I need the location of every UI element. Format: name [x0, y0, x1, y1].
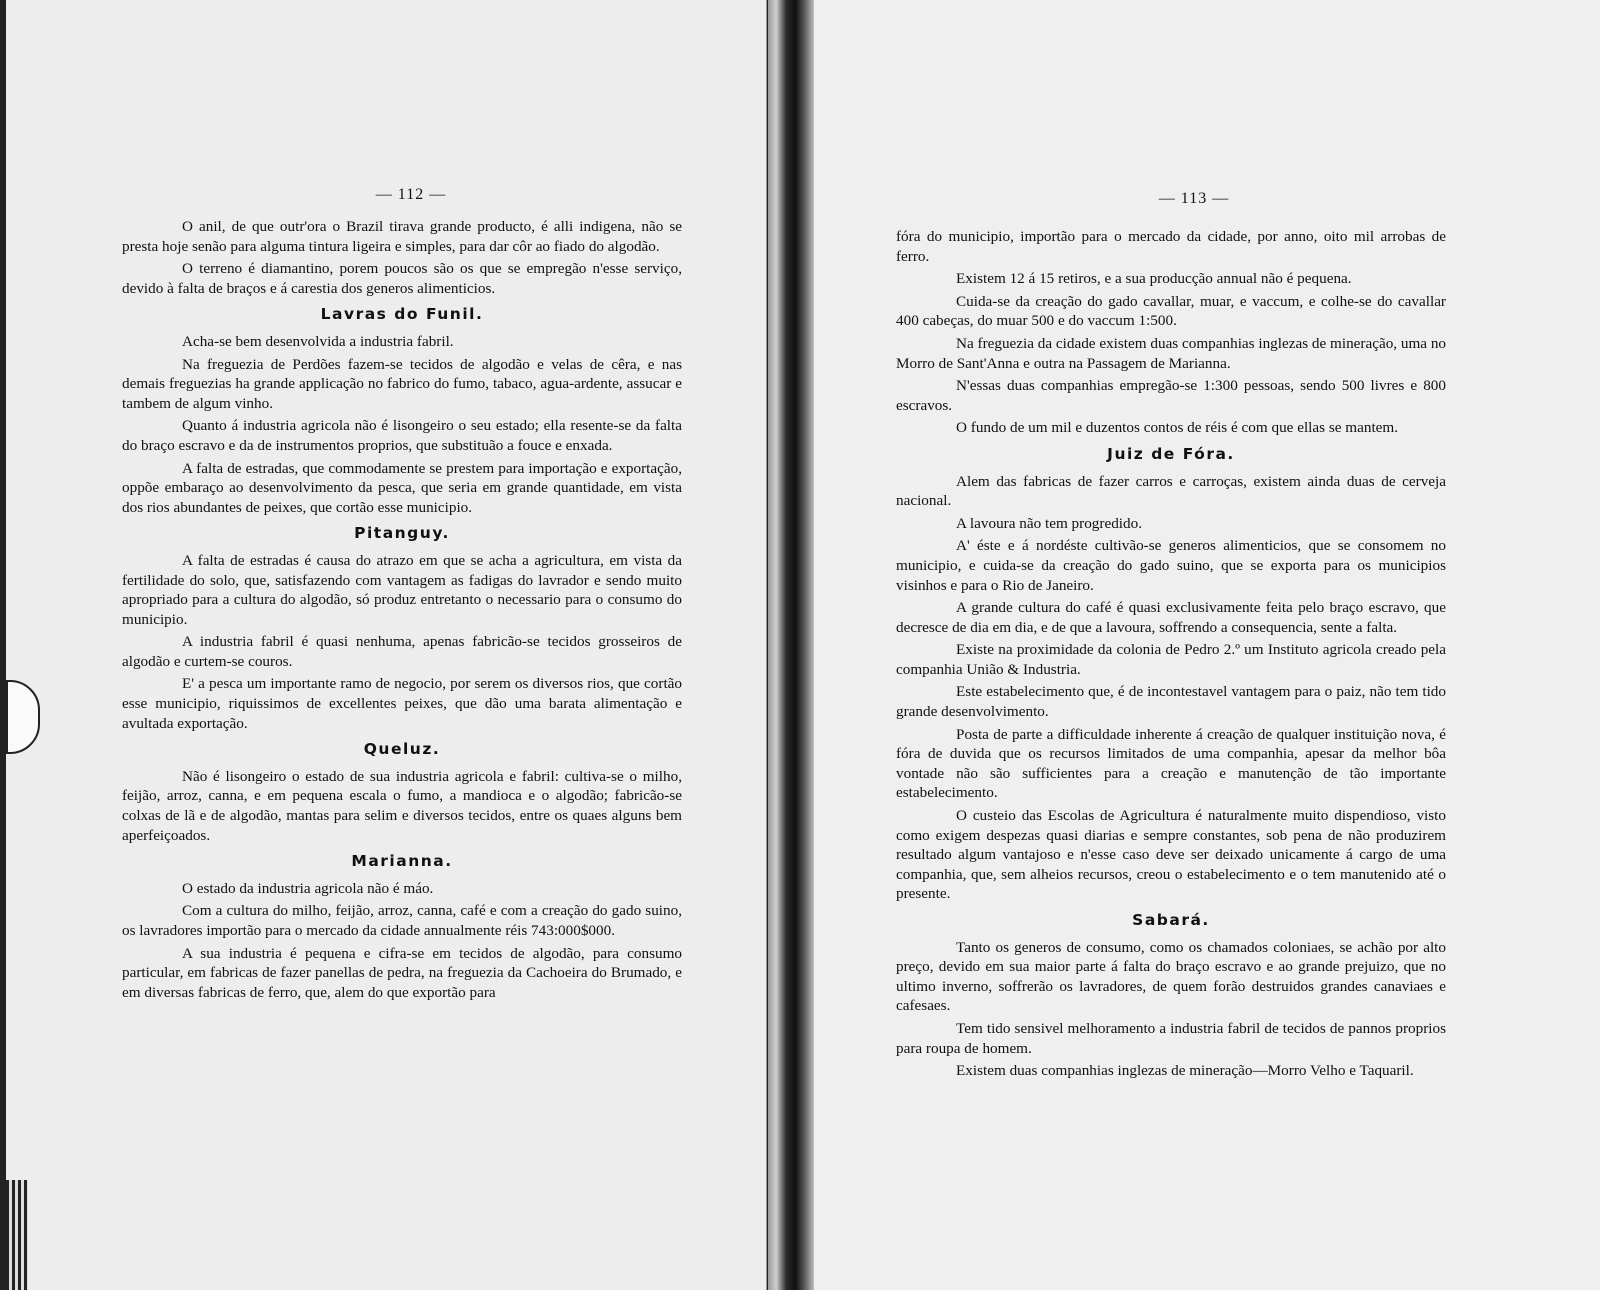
paragraph: A industria fabril é quasi nenhuma, apenas fabricão-se tecidos grosseiros de algodão e curtem-se couros.: [122, 633, 682, 670]
paragraph: O custeio das Escolas de Agricultura é naturalmente muito dispendioso, visto como exigem despezas quasi diarias e sempre constantes, sob pena de não produzirem resultado algum vantajoso e n'esse caso deve ser deixado unicamente á cargo de uma companhia, que, sem alheios recursos, creou o estabelecimento e o tem manutenido até o presente.: [896, 807, 1446, 903]
paragraph: E' a pesca um importante ramo de negocio, por serem os diversos rios, que cortão esse municipio, riquissimos de excellentes peixes, que dão uma barata alimentação e avultada exportação.: [122, 675, 682, 732]
paragraph: Não é lisongeiro o estado de sua industria agricola e fabril: cultiva-se o milho, feijão, arroz, canna, e em pequena escala o fumo, a mandioca e o algodão; fabricão-se colxas de lã e de algodão, mantas para selim e diversos tecidos, entre os quaes alguns bem aperfeiçoados.: [122, 767, 682, 844]
left-page: [6, 0, 767, 1290]
section-heading: Queluz.: [363, 740, 441, 759]
section-heading: Lavras do Funil.: [320, 305, 484, 324]
paragraph: A' éste e á nordéste cultivão-se generos alimenticios, que se consomem no municipio, e cuida-se da creação do gado suino, que se exporta para os municipios visinhos e para o Rio de Janeiro.: [896, 537, 1446, 594]
paragraph: Quanto á industria agricola não é lisongeiro o seu estado; ella resente-se da falta do braço escravo e da de instrumentos proprios, que substituão a fouce e enxada.: [122, 417, 682, 454]
paragraph: Existem 12 á 15 retiros, e a sua producção annual não é pequena.: [956, 270, 1352, 288]
section-heading: Marianna.: [351, 852, 453, 871]
paragraph: A falta de estradas é causa do atrazo em que se acha a agricultura, em vista da fertilidade do solo, que, satisfazendo com vantagem as fadigas do lavrador e sendo muito apropriado para a cultura do algodão, só produz entretanto o necessario para o consumo do municipio.: [122, 551, 682, 628]
paragraph: A falta de estradas, que commodamente se prestem para importação e exportação, oppõe embaraço ao desenvolvimento da pesca, que seria em grande quantidade, em vista dos rios abundantes de peixes, que cortão esse municipio.: [122, 459, 682, 516]
section-heading: Sabará.: [1132, 911, 1210, 929]
section-heading: Juiz de Fóra.: [1107, 444, 1235, 463]
paragraph: Acha-se bem desenvolvida a industria fabril.: [182, 332, 454, 350]
binding-stitch-mark: [6, 1180, 28, 1290]
paragraph: fóra do municipio, importão para o mercado da cidade, por anno, oito mil arrobas de ferro.: [896, 228, 1446, 265]
section-heading: Pitanguy.: [354, 524, 450, 543]
paragraph: Tanto os generos de consumo, como os chamados coloniaes, se achão por alto preço, devido em sua maior parte á falta do braço escravo e ao grande prejuizo, que no ultimo inverno, soffrerão os lavradores, de quem forão destruidos grandes canaviaes e cafesaes.: [896, 938, 1446, 1015]
paragraph: Este estabelecimento que, é de incontestavel vantagem para o paiz, não tem tido grande desenvolvimento.: [896, 683, 1446, 721]
book-gutter: [768, 0, 814, 1290]
paragraph: Posta de parte a difficuldade inherente á creação de qualquer instituição nova, é fóra de duvida que os recursos limitados de uma companhia, apesar da melhor bôa vontade não são sufficientes para a creação e manutenção de tão importante estabelecimento.: [896, 725, 1446, 802]
right-page: [814, 0, 1600, 1290]
page-number: — 112 —: [375, 186, 447, 203]
paragraph: Com a cultura do milho, feijão, arroz, canna, café e com a creação do gado suino, os lavradores importão para o mercado da cidade annualmente réis 743:000$000.: [122, 902, 682, 939]
page-text: [896, 227, 1446, 1084]
paragraph: A sua industria é pequena e cifra-se em tecidos de algodão, para consumo particular, em fabricas de fazer panellas de pedra, na freguezia da Cachoeira do Brumado, e em diversas fabricas de ferro, que, alem do que exportão para: [122, 944, 682, 1001]
paragraph: O estado da industria agricola não é máo.: [182, 879, 434, 897]
paragraph: O anil, de que outr'ora o Brazil tirava grande producto, é alli indigena, não se presta hoje senão para alguma tintura ligeira e simples, para dar côr ao fiado do algodão.: [122, 218, 682, 255]
paragraph: A lavoura não tem progredido.: [956, 514, 1142, 532]
binding-hole-mark: [6, 680, 40, 754]
paragraph: O fundo de um mil e duzentos contos de réis é com que ellas se mantem.: [956, 419, 1399, 437]
paragraph: N'essas duas companhias empregão-se 1:300 pessoas, sendo 500 livres e 800 escravos.: [896, 377, 1446, 414]
paragraph: Alem das fabricas de fazer carros e carroças, existem ainda duas de cerveja nacional.: [896, 472, 1446, 510]
page-text: [122, 217, 682, 1005]
paragraph: A grande cultura do café é quasi exclusivamente feita pelo braço escravo, que decresce de dia em dia, e de que a lavoura, soffrendo a consequencia, sente a falta.: [896, 599, 1446, 636]
paragraph: O terreno é diamantino, porem poucos são os que se empregão n'esse serviço, devido à falta de braços e á carestia dos generos alimenticios.: [122, 260, 682, 297]
paragraph: Na freguezia da cidade existem duas companhias inglezas de mineração, uma no Morro de Sant'Anna e outra na Passagem de Marianna.: [896, 334, 1447, 372]
paragraph: Existe na proximidade da colonia de Pedro 2.º um Instituto agricola creado pela companhia União & Industria.: [896, 641, 1446, 678]
paragraph: Cuida-se da creação do gado cavallar, muar, e vaccum, e colhe-se do cavallar 400 cabeças, do muar 500 e do vaccum 1:500.: [896, 292, 1446, 330]
page-number: — 113 —: [1158, 190, 1230, 207]
paragraph: Tem tido sensivel melhoramento a industria fabril de tecidos de pannos proprios para roupa de homem.: [896, 1019, 1446, 1057]
paragraph: Na freguezia de Perdões fazem-se tecidos de algodão e velas de cêra, e nas demais freguezias ha grande applicação no fabrico do fumo, tabaco, agua-ardente, assucar e tambem de algum vinho.: [122, 355, 682, 412]
paragraph: Existem duas companhias inglezas de mineração—Morro Velho e Taquaril.: [956, 1062, 1414, 1080]
